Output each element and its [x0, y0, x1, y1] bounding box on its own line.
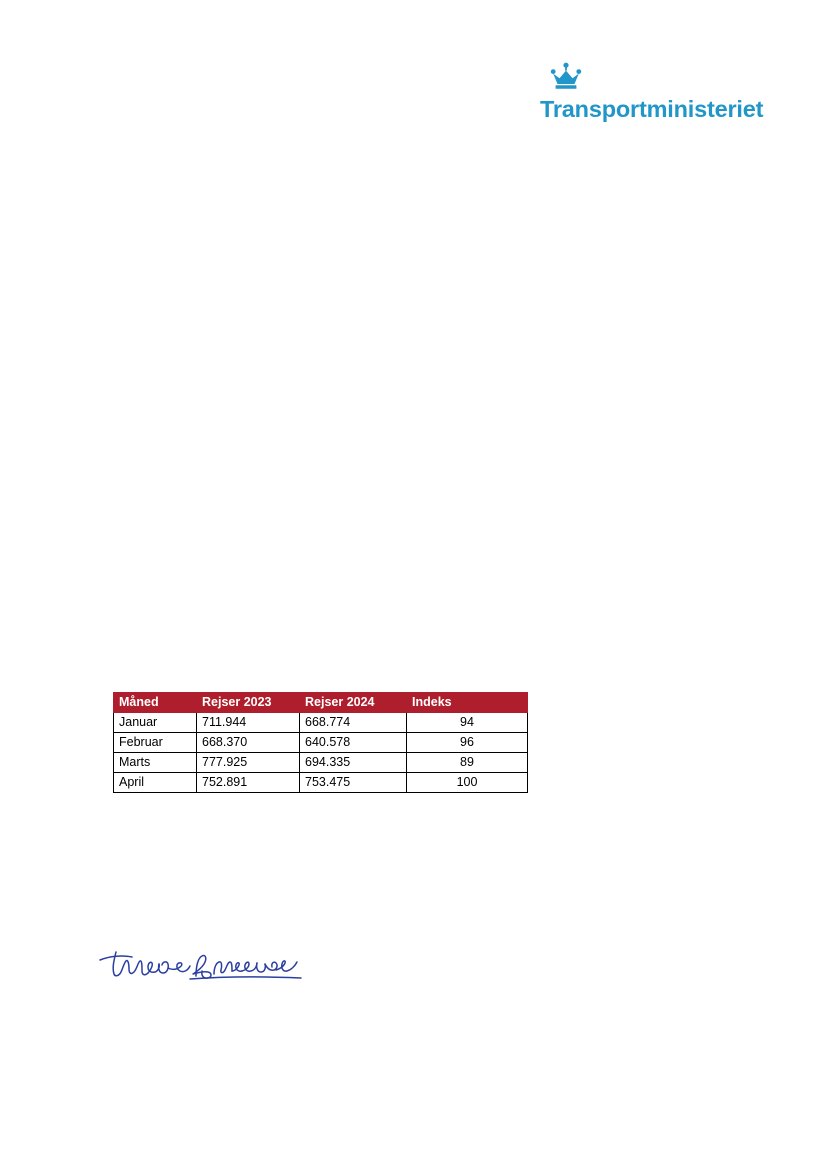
- cell-month: April: [114, 773, 197, 793]
- table-header-rejser-2024: Rejser 2024: [300, 693, 407, 713]
- ministry-logo: [540, 62, 780, 123]
- table-header-rejser-2023: Rejser 2023: [197, 693, 300, 713]
- table-row: [114, 773, 528, 793]
- ministry-name: Transportministeriet: [540, 96, 764, 122]
- cell-month: Marts: [114, 753, 197, 773]
- cell-rejser-2024: 694.335: [300, 753, 407, 773]
- cell-indeks: 94: [407, 713, 528, 733]
- cell-rejser-2023: 777.925: [197, 753, 300, 773]
- handwritten-signature: [96, 946, 311, 988]
- cell-indeks: 96: [407, 733, 528, 753]
- cell-rejser-2024: 668.774: [300, 713, 407, 733]
- cell-indeks: 89: [407, 753, 528, 773]
- cell-rejser-2023: 668.370: [197, 733, 300, 753]
- table-row: [114, 713, 528, 733]
- table-header-indeks: Indeks: [407, 693, 528, 713]
- cell-rejser-2024: 640.578: [300, 733, 407, 753]
- cell-rejser-2023: 752.891: [197, 773, 300, 793]
- cell-month: Februar: [114, 733, 197, 753]
- table-header-row: [114, 693, 528, 713]
- cell-indeks: 100: [407, 773, 528, 793]
- cell-rejser-2024: 753.475: [300, 773, 407, 793]
- table-row: [114, 733, 528, 753]
- table-row: [114, 753, 528, 773]
- cell-rejser-2023: 711.944: [197, 713, 300, 733]
- cell-month: Januar: [114, 713, 197, 733]
- table-header-month: Måned: [114, 693, 197, 713]
- crown-icon: [540, 62, 780, 90]
- statistics-table: [113, 692, 528, 793]
